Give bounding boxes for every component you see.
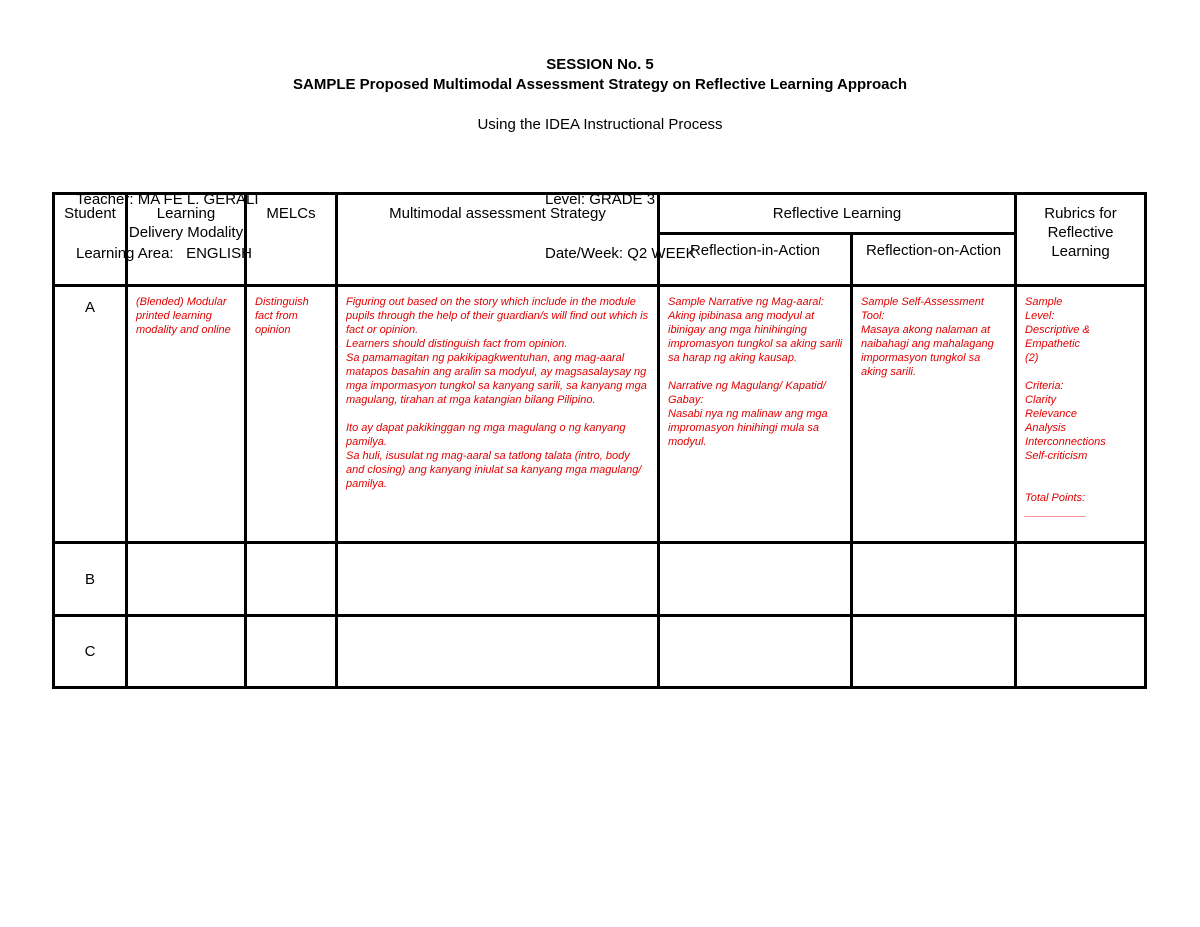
rubrics-text: Criteria: bbox=[1025, 380, 1064, 392]
header-melcs: MELCs bbox=[246, 194, 337, 286]
header-strategy: Multimodal assessment Strategy bbox=[337, 194, 659, 286]
strategy-text: Sa pamamagitan ng pakikipagkwentuhan, ang mag-aaral matapos basahin ang aralin sa modyul, ay magsasalaysay ng mga impormasyon tungkol sa kanyang sarili, sa kanyang mga magulang, tirahan at mga katangian bilang Pilipino. bbox=[346, 352, 647, 406]
empty-cell bbox=[127, 616, 246, 688]
header-reflection-in-action: Reflection-in-Action bbox=[659, 234, 852, 286]
assessment-table bbox=[52, 192, 1147, 689]
rubrics-text: Clarity bbox=[1025, 394, 1057, 406]
empty-cell bbox=[659, 616, 852, 688]
strategy-text: Figuring out based on the story which include in the module pupils through the help of their guardian/s will find out which is fact or opinion. bbox=[346, 296, 649, 336]
rubrics-text: Self-criticism bbox=[1025, 450, 1088, 462]
rubrics-text: (2) bbox=[1025, 352, 1039, 364]
empty-cell bbox=[337, 616, 659, 688]
rubrics-text: Analysis bbox=[1025, 422, 1066, 434]
rubrics-text: Empathetic bbox=[1025, 338, 1081, 350]
student-label: A bbox=[54, 286, 127, 543]
session-number: SESSION No. 5 bbox=[546, 56, 654, 73]
rubrics-text: Level: bbox=[1025, 310, 1055, 322]
rubrics-text: Descriptive & bbox=[1025, 324, 1090, 336]
empty-cell bbox=[852, 543, 1016, 616]
empty-cell bbox=[659, 543, 852, 616]
rubrics-cell bbox=[1016, 286, 1146, 543]
level-field: Level: GRADE 3 bbox=[545, 191, 656, 208]
document-subtitle: Using the IDEA Instructional Process bbox=[477, 116, 723, 133]
document-title: SAMPLE Proposed Multimodal Assessment Strategy on Reflective Learning Approach bbox=[292, 76, 907, 93]
in-action-cell bbox=[659, 286, 852, 543]
teacher-field: Teacher: MA FE L. GERALI bbox=[76, 191, 259, 208]
in-action-text: Narrative ng Magulang/ Kapatid/ Gabay: bbox=[668, 380, 826, 406]
on-action-text: Masaya akong nalaman at naibahagi ang mahalagang impormasyon tungkol sa aking sarili. bbox=[861, 324, 994, 378]
learning-area-field: Learning Area: ENGLISH bbox=[76, 245, 252, 262]
header-student: Student bbox=[54, 194, 127, 286]
empty-cell bbox=[246, 616, 337, 688]
table-row bbox=[54, 616, 1146, 688]
header-rubrics: Rubrics for Reflective Learning bbox=[1016, 194, 1146, 286]
rubrics-text: Interconnections bbox=[1025, 436, 1106, 448]
rubrics-text: Sample bbox=[1025, 296, 1063, 308]
rubrics-text: __________ bbox=[1025, 506, 1087, 518]
table-row bbox=[54, 286, 1146, 543]
date-week-field: Date/Week: Q2 WEEK bbox=[545, 245, 696, 262]
strategy-text: Ito ay dapat pakikinggan ng mga magulang o ng kanyang pamilya. bbox=[346, 422, 626, 448]
rubrics-text: Relevance bbox=[1025, 408, 1077, 420]
on-action-text: Sample Self-Assessment Tool: bbox=[861, 296, 984, 322]
empty-cell bbox=[127, 543, 246, 616]
header-row-1 bbox=[54, 194, 1146, 234]
student-label: C bbox=[54, 616, 127, 688]
student-label: B bbox=[54, 543, 127, 616]
header-delivery-modality: Learning Delivery Modality bbox=[127, 194, 246, 286]
in-action-text: Sample Narrative ng Mag-aaral: Aking ipibinasa ang modyul at ibinigay ang mga hinihinging impromasyon tungkol sa aking sarili sa harap ng aking kausap. bbox=[668, 296, 843, 364]
empty-cell bbox=[337, 543, 659, 616]
delivery-cell: (Blended) Modular printed learning modality and online bbox=[127, 286, 246, 543]
rubrics-text: Total Points: bbox=[1025, 492, 1086, 504]
in-action-text: Nasabi nya ng malinaw ang mga impromasyon hinihingi mula sa modyul. bbox=[668, 408, 828, 448]
empty-cell bbox=[1016, 616, 1146, 688]
empty-cell bbox=[246, 543, 337, 616]
on-action-cell bbox=[852, 286, 1016, 543]
header-reflective-learning: Reflective Learning bbox=[659, 194, 1016, 234]
header-reflection-on-action: Reflection-on-Action bbox=[852, 234, 1016, 286]
empty-cell bbox=[852, 616, 1016, 688]
table-row bbox=[54, 543, 1146, 616]
empty-cell bbox=[1016, 543, 1146, 616]
melcs-cell: Distinguish fact from opinion bbox=[246, 286, 337, 543]
strategy-cell bbox=[337, 286, 659, 543]
strategy-text: Learners should distinguish fact from opinion. bbox=[346, 338, 568, 350]
strategy-text: Sa huli, isusulat ng mag-aaral sa tatlong talata (intro, body and closing) ang kanyang iniulat sa kanyang mga magulang/ pamilya. bbox=[346, 450, 642, 490]
